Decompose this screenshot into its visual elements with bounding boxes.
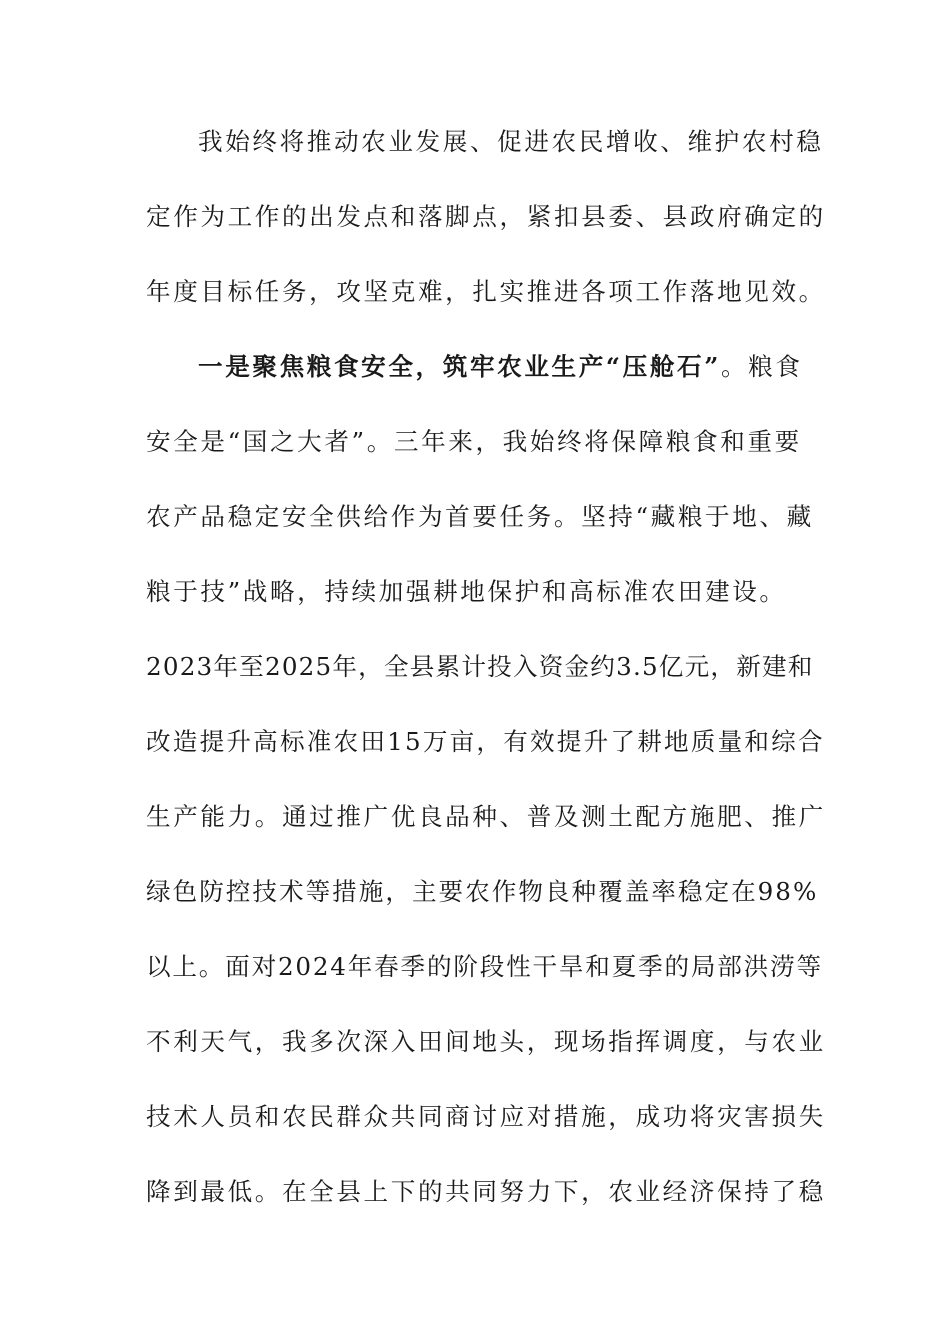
paragraph-1-line-3: 年度目标任务，攻坚克难，扎实推进各项工作落地见效。 <box>146 277 826 306</box>
paragraph-2-line-10: 不利天气，我多次深入田间地头，现场指挥调度，与农业 <box>146 1027 826 1056</box>
paragraph-2-line-7: 生产能力。通过推广优良品种、普及测土配方施肥、推广 <box>146 802 826 831</box>
paragraph-2-line-11: 技术人员和农民群众共同商讨应对措施，成功将灾害损失 <box>146 1102 826 1131</box>
paragraph-2-line-3: 农产品稳定安全供给作为首要任务。坚持“藏粮于地、藏 <box>146 502 814 531</box>
paragraph-2-line-2: 安全是“国之大者”。三年来，我始终将保障粮食和重要 <box>146 427 802 456</box>
paragraph-2-line-8: 绿色防控技术等措施，主要农作物良种覆盖率稳定在98% <box>146 877 819 906</box>
paragraph-2-line-4: 粮于技”战略，持续加强耕地保护和高标准农田建设。 <box>146 577 787 606</box>
section-heading-tail: 。粮食 <box>720 352 803 381</box>
paragraph-2-line-6: 改造提升高标准农田15万亩，有效提升了耕地质量和综合 <box>146 727 825 756</box>
paragraph-1-line-2: 定作为工作的出发点和落脚点，紧扣县委、县政府确定的 <box>146 202 826 231</box>
paragraph-2-heading-line <box>146 341 803 393</box>
paragraph-1-line-1: 我始终将推动农业发展、促进农民增收、维护农村稳 <box>198 127 824 156</box>
section-heading: 一是聚焦粮食安全，筑牢农业生产“压舱石” <box>198 352 721 381</box>
paragraph-2-line-12: 降到最低。在全县上下的共同努力下，农业经济保持了稳 <box>146 1177 826 1206</box>
paragraph-2-line-5: 2023年至2025年，全县累计投入资金约3.5亿元，新建和 <box>146 652 814 681</box>
paragraph-2-line-9: 以上。面对2024年春季的阶段性干旱和夏季的局部洪涝等 <box>146 952 823 981</box>
